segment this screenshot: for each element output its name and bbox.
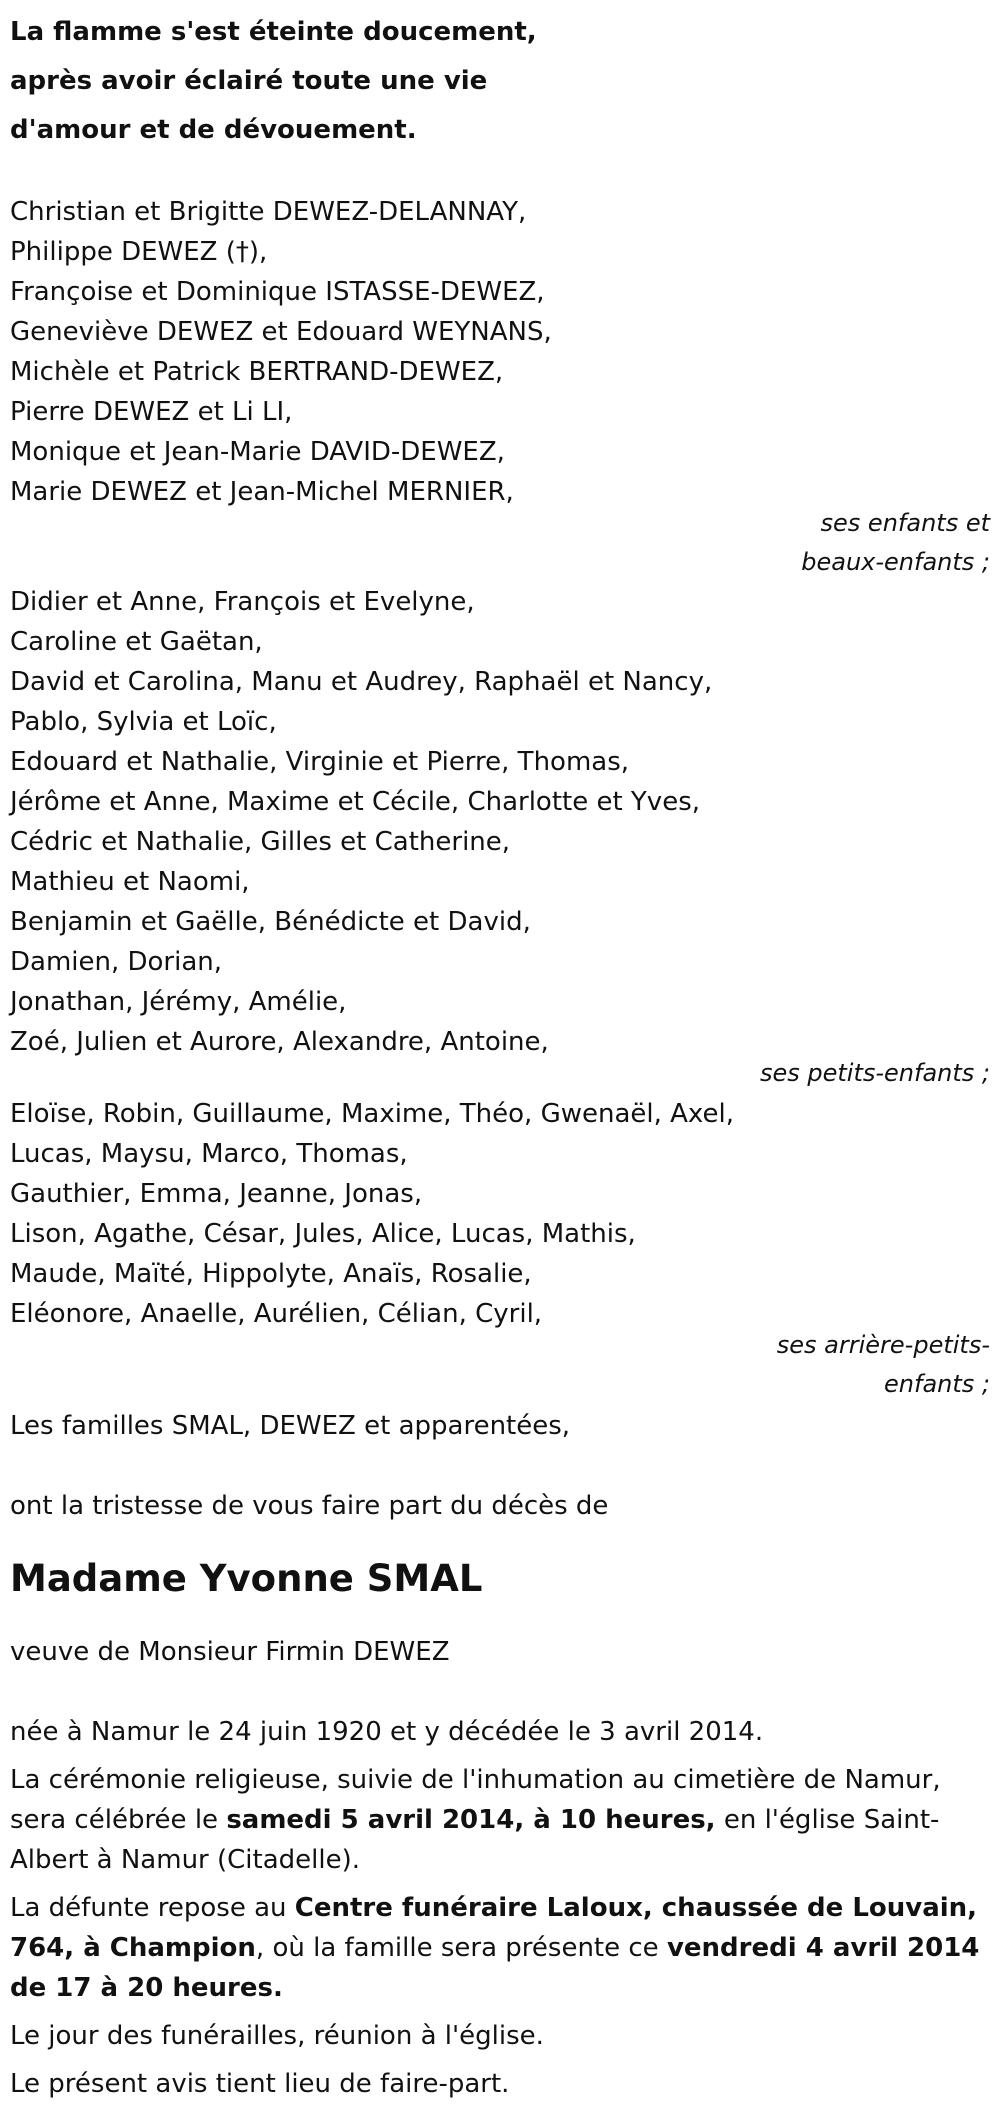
- announcement-line: ont la tristesse de vous faire part du décès de: [10, 1491, 609, 1521]
- family-line: Christian et Brigitte DEWEZ-DELANNAY,: [10, 197, 527, 227]
- grandchildren-list: [10, 582, 990, 1062]
- family-line: Caroline et Gaëtan,: [10, 627, 263, 657]
- widow-of-line: veuve de Monsieur Firmin DEWEZ: [10, 1637, 450, 1667]
- relation-line: ses petits-enfants ;: [759, 1059, 990, 1087]
- great-grandchildren-list: [10, 1094, 990, 1334]
- relation-line: beaux-enfants ;: [801, 548, 990, 576]
- family-line: Monique et Jean-Marie DAVID-DEWEZ,: [10, 437, 505, 467]
- epigraph: [10, 8, 990, 155]
- family-line: Lucas, Maysu, Marco, Thomas,: [10, 1139, 408, 1169]
- family-line: Eléonore, Anaelle, Aurélien, Célian, Cyril,: [10, 1299, 543, 1329]
- family-line: Geneviève DEWEZ et Edouard WEYNANS,: [10, 317, 552, 347]
- family-line: David et Carolina, Manu et Audrey, Raphaël et Nancy,: [10, 667, 713, 697]
- family-line: Lison, Agathe, César, Jules, Alice, Lucas, Mathis,: [10, 1219, 636, 1249]
- families-line: Les familles SMAL, DEWEZ et apparentées,: [10, 1411, 571, 1441]
- repose-text: La défunte repose au: [10, 1893, 295, 1923]
- children-list: [10, 192, 990, 512]
- family-line: Benjamin et Gaëlle, Bénédicte et David,: [10, 907, 531, 937]
- repose-visiting-hours: vendredi 4 avril 2014 de 17 à 20 heures.: [10, 1933, 980, 2003]
- family-line: Mathieu et Naomi,: [10, 867, 250, 897]
- repose-paragraph: [10, 1888, 990, 2008]
- relation-line: ses arrière-petits-: [776, 1331, 990, 1359]
- family-line: Jérôme et Anne, Maxime et Cécile, Charlotte et Yves,: [10, 787, 701, 817]
- family-line: Marie DEWEZ et Jean-Michel MERNIER,: [10, 477, 514, 507]
- ceremony-text: La cérémonie religieuse, suivie de l'inhumation au cimetière de Namur, sera célébrée le: [10, 1765, 941, 1835]
- relation-great-grandchildren: [10, 1326, 990, 1404]
- family-line: Cédric et Nathalie, Gilles et Catherine,: [10, 827, 511, 857]
- ceremony-date: samedi 5 avril 2014, à 10 heures,: [226, 1805, 716, 1835]
- family-line: Didier et Anne, François et Evelyne,: [10, 587, 475, 617]
- repose-location: Centre funéraire Laloux, chaussée de Louvain, 764, à Champion: [10, 1893, 978, 1963]
- family-line: Maude, Maïté, Hippolyte, Anaïs, Rosalie,: [10, 1259, 532, 1289]
- epigraph-line: La flamme s'est éteinte doucement,: [10, 17, 537, 47]
- family-line: Damien, Dorian,: [10, 947, 223, 977]
- relation-line: ses enfants et: [820, 509, 990, 537]
- details-block: [10, 1712, 990, 2104]
- family-line: Zoé, Julien et Aurore, Alexandre, Antoine,: [10, 1027, 549, 1057]
- relation-line: enfants ;: [884, 1370, 990, 1398]
- ceremony-paragraph: [10, 1760, 990, 1880]
- family-line: Eloïse, Robin, Guillaume, Maxime, Théo, Gwenaël, Axel,: [10, 1099, 735, 1129]
- ceremony-place: en l'église Saint-Albert à Namur (Citadelle).: [10, 1805, 940, 1875]
- funeral-day-line: Le jour des funérailles, réunion à l'église.: [10, 2021, 544, 2051]
- deceased-name: Madame Yvonne SMAL: [10, 1557, 483, 1600]
- family-line: Michèle et Patrick BERTRAND-DEWEZ,: [10, 357, 504, 387]
- family-line: Philippe DEWEZ (†),: [10, 237, 268, 267]
- family-line: Pierre DEWEZ et Li LI,: [10, 397, 293, 427]
- birth-death-line: née à Namur le 24 juin 1920 et y décédée le 3 avril 2014.: [10, 1717, 764, 1747]
- family-line: Edouard et Nathalie, Virginie et Pierre, Thomas,: [10, 747, 630, 777]
- epigraph-line: d'amour et de dévouement.: [10, 115, 417, 145]
- family-line: Françoise et Dominique ISTASSE-DEWEZ,: [10, 277, 545, 307]
- family-line: Pablo, Sylvia et Loïc,: [10, 707, 277, 737]
- family-line: Gauthier, Emma, Jeanne, Jonas,: [10, 1179, 423, 1209]
- epigraph-line: après avoir éclairé toute une vie: [10, 66, 488, 96]
- notice-line: Le présent avis tient lieu de faire-part.: [10, 2069, 510, 2099]
- family-line: Jonathan, Jérémy, Amélie,: [10, 987, 347, 1017]
- repose-text-mid: , où la famille sera présente ce: [255, 1933, 667, 1963]
- relation-children: [10, 504, 990, 582]
